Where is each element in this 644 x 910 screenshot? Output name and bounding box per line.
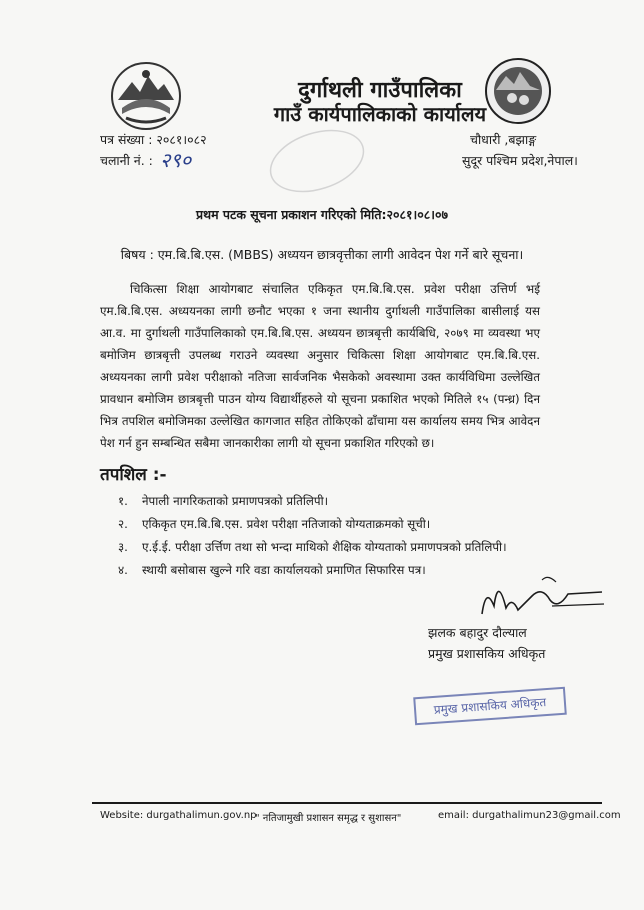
nepal-emblem-icon [108, 60, 184, 132]
list-item: ३. ए.ई.ई. परीक्षा उर्त्तिण तथा सो भन्दा माथिको शैक्षिक योग्यताको प्रमाणपत्रको प्रतिलिपी। [118, 540, 507, 554]
location-line-2: सुदूर पश्चिम प्रदेश,नेपाल। [462, 153, 578, 168]
footer-website: Website: durgathalimun.gov.np [100, 810, 257, 821]
list-item: २. एकिकृत एम.बि.बि.एस. प्रवेश परीक्षा नतिजाको योग्यताक्रमको सूची। [118, 517, 431, 531]
reference-number: पत्र संख्या : २०८१।०८२ [100, 132, 207, 147]
office-title: दुर्गाथली गाउँपालिका [298, 78, 462, 103]
signatory-name: झलक बहादुर दौल्याल [428, 625, 527, 640]
footer-slogan: " नतिजामुखी प्रशासन समृद्ध र सुशासन" [255, 813, 402, 824]
location-line-1: चौधारी ,बझाङ्ग [470, 132, 537, 147]
list-item: ४. स्थायी बसोबास खुल्ने गरि वडा कार्यालयको प्रमाणित सिफारिस पत्र। [118, 563, 426, 577]
chalani-label: चलानी नं. : [100, 153, 153, 168]
subject-line: बिषय : एम.बि.बि.एस. (MBBS) अध्ययन छात्रवृत्तीका लागी आवेदन पेश गर्ने बारे सूचना। [120, 247, 524, 262]
tapasil-heading: तपशिल :- [100, 465, 167, 485]
official-stamp: प्रमुख प्रशासकिय अधिकृत [413, 687, 567, 726]
signatory-title: प्रमुख प्रशासकिय अधिकृत [428, 646, 546, 661]
publication-date-line: प्रथम पटक सूचना प्रकाशन गरिएको मिति:२०८१।०८।०७ [196, 207, 448, 222]
chalani-number: २९० [160, 148, 192, 172]
office-subtitle: गाउँ कार्यपालिकाको कार्यालय [273, 102, 487, 126]
notice-body: चिकित्सा शिक्षा आयोगबाट संचालित एकिकृत एम.बि.बि.एस. प्रवेश परीक्षा उत्तिर्ण भई एम.बि.बि.एस. अध्ययनका लागी छनौट भएका १ जना स्थानीय दुर्गाथली गाउँपालिका बासीलाई यस आ.व. मा दुर्गाथली गाउँपालिकाको एम.बि.बि.एस. अध्ययन छात्रबृत्ती कार्यबिधि, २०७९ मा व्यवस्था भए बमोजिम छात्रबृत्ती उपलब्ध गराउने व्यवस्था अनुसार चिकित्सा शिक्षा आयोगबाट एम.बि.बि.एस. अध्ययनका लागी प्रवेश परीक्षाको नतिजा सार्वजनिक भैसकेको अवस्थामा उक्त कार्यविधिमा उल्लेखित प्रावधान बमोजिम छात्रबृत्ती पाउन योग्य विद्यार्थीहरुले यो सूचना प्रकाशित भएको मितिले १५ (पन्ध्र) दिन भित्र तपशिल बमोजिमका उल्लेखित कागजात सहित तोकिएको ढाँचामा यस कार्यालय समय भित्र आवेदन पेश गर्न हुन सम्बन्धित सबैमा जानकारीका लागी यो सूचना प्रकाशित गरिएको छ। [100, 282, 540, 450]
list-item: १. नेपाली नागरिकताको प्रमाणपत्रको प्रतिलिपी। [118, 494, 329, 508]
handwritten-signature [472, 566, 612, 626]
footer-divider [92, 802, 602, 804]
footer-email: email: durgathalimun23@gmail.com [438, 810, 621, 821]
